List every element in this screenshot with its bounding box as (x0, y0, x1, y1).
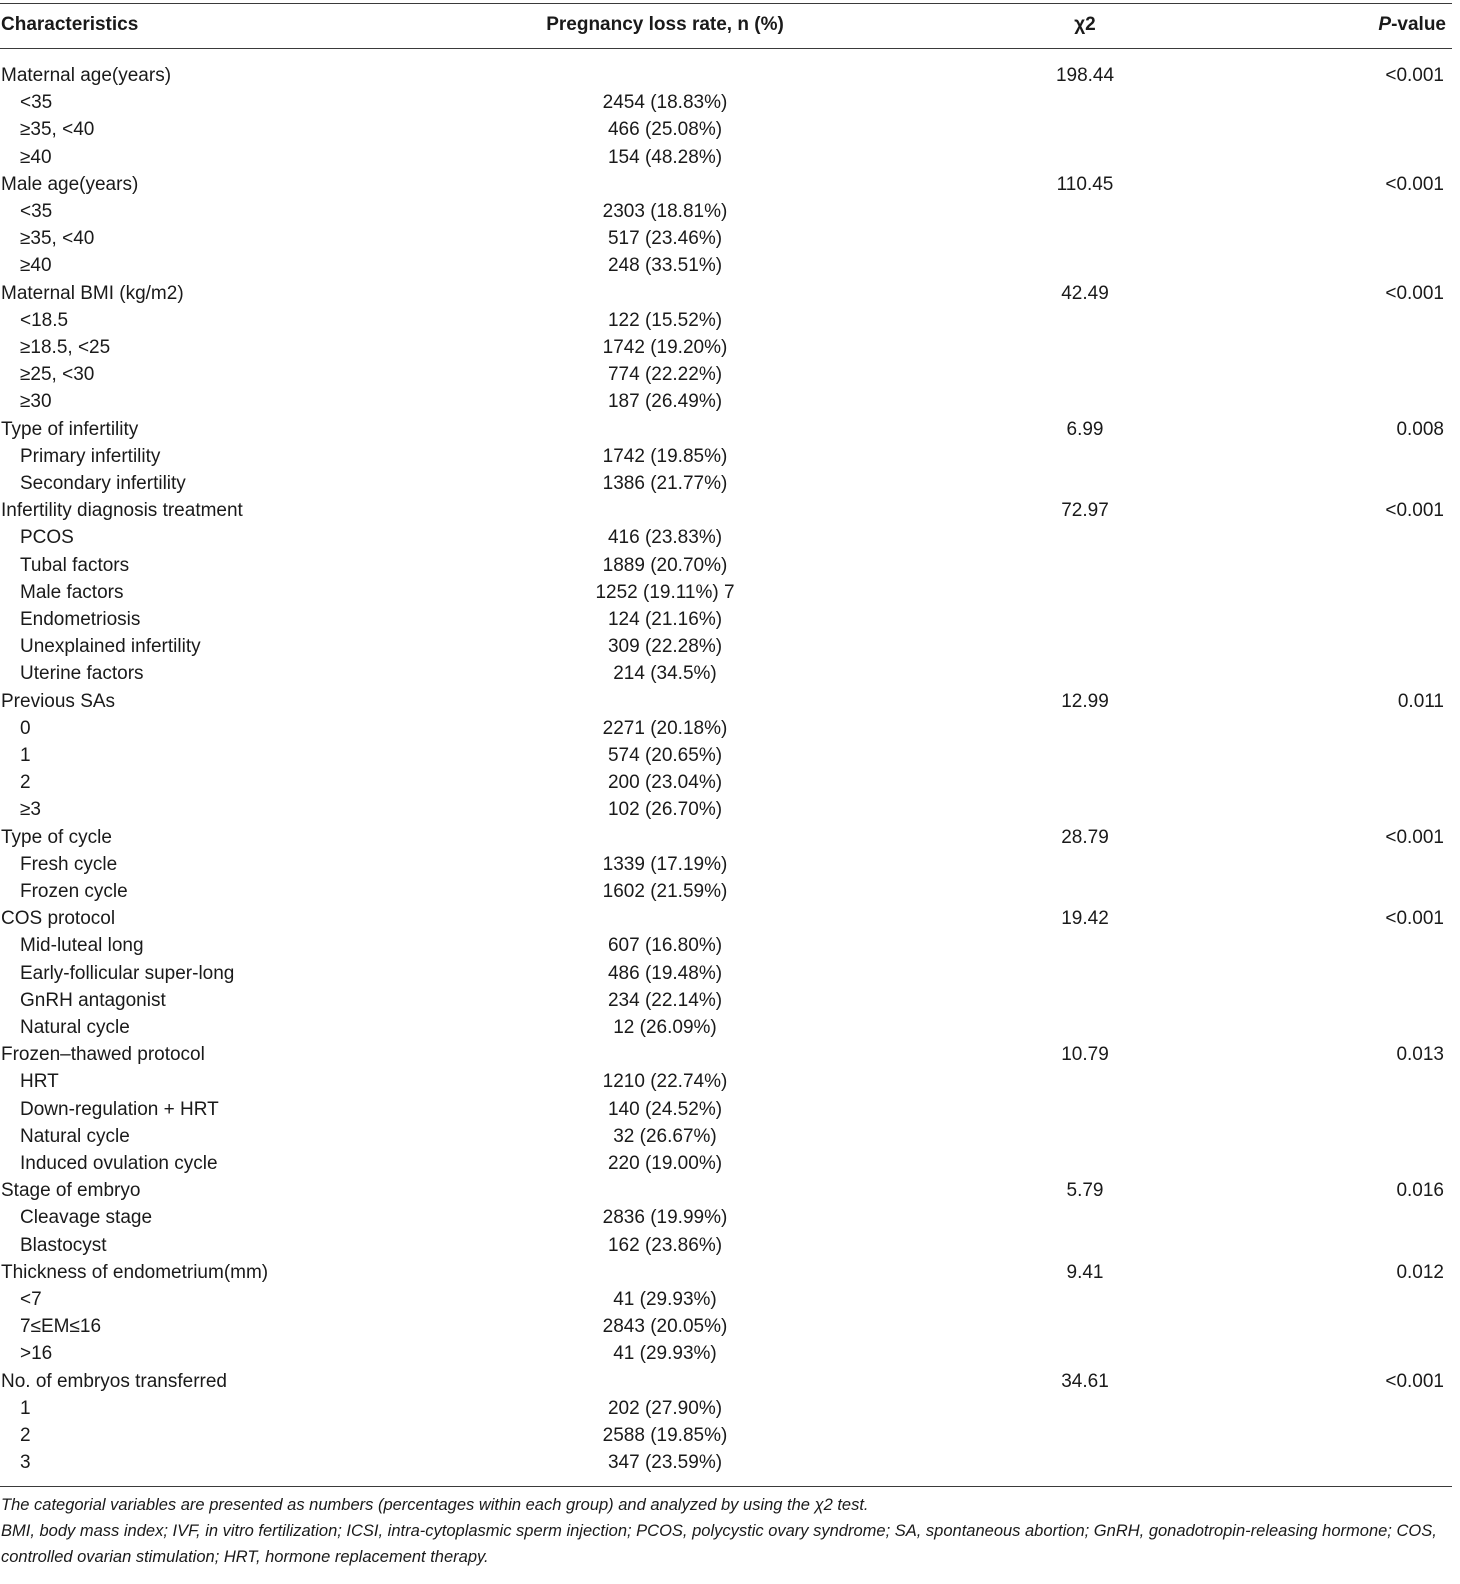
row-rate: 1742 (19.85%) (602, 445, 728, 467)
row-label: PCOS (20, 527, 74, 549)
footnote-abbreviations: BMI, body mass index; IVF, in vitro fertilization; ICSI, intra-cytoplasmic sperm injection; PCOS, polycystic ovary syndrome; SA, spontaneous abortion; GnRH, gonadotropin-releasing hormone; COS, controlled ovarian stimulation; HRT, hormone replacement therapy. (1, 1522, 1437, 1566)
row-chi2: 34.61 (1061, 1370, 1109, 1392)
row-rate: 1252 (19.11%) 7 (595, 581, 735, 603)
row-chi2: 19.42 (1061, 908, 1109, 930)
row-label: Previous SAs (1, 690, 116, 712)
row-p-value: 0.016 (1396, 1180, 1444, 1202)
row-label: Type of cycle (1, 826, 112, 848)
row-label: Endometriosis (20, 609, 141, 630)
table-row (0, 796, 1452, 823)
row-rate: 1210 (22.74%) (602, 1071, 728, 1093)
row-rate: 2303 (18.81%) (602, 201, 728, 222)
table-group-row (0, 824, 1452, 851)
row-label: Natural cycle (20, 1017, 130, 1038)
row-rate: 220 (19.00%) (607, 1153, 723, 1174)
row-p-value: <0.001 (1385, 282, 1444, 304)
row-label: GnRH antagonist (20, 989, 166, 1011)
table-row (0, 524, 1452, 551)
row-rate: 466 (25.08%) (607, 119, 723, 141)
row-p-value: 0.011 (1397, 690, 1444, 712)
table-row (0, 252, 1452, 279)
row-rate: 234 (22.14%) (607, 989, 723, 1011)
row-chi2: 5.79 (1066, 1180, 1104, 1202)
row-chi2: 10.79 (1061, 1044, 1109, 1066)
row-label: ≥40 (20, 255, 52, 277)
row-rate: 122 (15.52%) (607, 309, 723, 331)
row-rate: 1602 (21.59%) (602, 881, 728, 902)
table-row (0, 579, 1452, 606)
table-row (0, 851, 1452, 878)
table-group-row (0, 416, 1452, 443)
table-row (0, 633, 1452, 660)
table-row (0, 660, 1452, 687)
table-top-rule (0, 3, 1452, 4)
table-row (0, 361, 1452, 388)
row-rate: 2454 (18.83%) (602, 92, 728, 114)
row-label: Blastocyst (20, 1234, 107, 1256)
header-p-suffix: -value (1391, 14, 1446, 35)
row-label: Secondary infertility (20, 473, 186, 494)
table-footnotes (1, 1492, 1451, 1570)
table-row (0, 334, 1452, 361)
row-rate: 2836 (19.99%) (602, 1207, 728, 1229)
row-label: Thickness of endometrium(mm) (1, 1261, 269, 1283)
row-label: Maternal age(years) (1, 65, 172, 86)
table-row (0, 144, 1452, 171)
row-label: Cleavage stage (20, 1207, 153, 1229)
table-row (0, 116, 1452, 143)
table-row (0, 960, 1452, 987)
header-chi-square: χ2 (1074, 14, 1096, 35)
table-row (0, 1422, 1452, 1449)
table-row (0, 1313, 1452, 1340)
row-label: 0 (20, 717, 31, 739)
row-rate: 574 (20.65%) (607, 745, 723, 766)
table-row (0, 1286, 1452, 1313)
table-row (0, 987, 1452, 1014)
row-rate: 102 (26.70%) (607, 799, 723, 821)
header-characteristics: Characteristics (1, 14, 139, 35)
table-group-row (0, 171, 1452, 198)
row-label: <7 (20, 1289, 42, 1310)
row-p-value: <0.001 (1385, 826, 1444, 848)
row-label: 3 (20, 1452, 31, 1474)
row-label: Maternal BMI (kg/m2) (1, 282, 184, 304)
table-row (0, 1096, 1452, 1123)
row-label: Mid-luteal long (20, 935, 144, 957)
table-row (0, 1232, 1452, 1259)
row-label: ≥3 (20, 799, 41, 821)
row-label: Unexplained infertility (20, 636, 201, 658)
row-label: Male age(years) (1, 173, 139, 195)
row-label: <35 (20, 92, 53, 114)
row-chi2: 42.49 (1061, 282, 1109, 304)
row-p-value: <0.001 (1385, 500, 1444, 522)
row-rate: 32 (26.67%) (613, 1125, 717, 1147)
row-p-value: 0.012 (1396, 1261, 1444, 1283)
row-label: Down-regulation + HRT (20, 1098, 219, 1120)
row-label: Type of infertility (1, 418, 139, 440)
row-chi2: 12.99 (1061, 690, 1109, 712)
row-rate: 607 (16.80%) (607, 935, 723, 957)
header-pregnancy-loss-rate: Pregnancy loss rate, n (%) (546, 14, 784, 35)
row-chi2: 72.97 (1061, 500, 1109, 522)
row-label: Fresh cycle (20, 853, 118, 875)
row-rate: 214 (34.5%) (613, 663, 717, 685)
row-label: ≥35, <40 (20, 228, 95, 250)
row-label: >16 (20, 1343, 53, 1365)
table-row (0, 1150, 1452, 1177)
footnote-method: The categorial variables are presented as numbers (percentages within each group) and analyzed by using the χ2 test. (1, 1496, 869, 1514)
table-row (0, 552, 1452, 579)
table-row (0, 1068, 1452, 1095)
row-rate: 2588 (19.85%) (602, 1425, 728, 1446)
row-rate: 200 (23.04%) (607, 772, 723, 794)
row-label: 2 (20, 1425, 31, 1446)
table-row (0, 89, 1452, 116)
row-p-value: 0.013 (1396, 1044, 1444, 1066)
row-rate: 2271 (20.18%) (602, 717, 728, 739)
row-rate: 486 (19.48%) (607, 962, 723, 984)
table-group-row (0, 497, 1452, 524)
row-chi2: 9.41 (1066, 1261, 1104, 1283)
row-label: <18.5 (20, 309, 69, 331)
row-label: 2 (20, 772, 31, 794)
row-rate: 187 (26.49%) (607, 391, 723, 413)
row-rate: 517 (23.46%) (607, 228, 723, 250)
row-label: Stage of embryo (1, 1180, 141, 1202)
row-rate: 1742 (19.20%) (602, 337, 728, 358)
table-group-row (0, 62, 1452, 89)
row-rate: 41 (29.93%) (613, 1289, 717, 1310)
row-rate: 124 (21.16%) (607, 609, 723, 630)
row-rate: 12 (26.09%) (613, 1017, 717, 1038)
row-label: Infertility diagnosis treatment (1, 500, 243, 522)
table-row (0, 443, 1452, 470)
table-row (0, 715, 1452, 742)
row-label: HRT (20, 1071, 59, 1093)
row-rate: 41 (29.93%) (613, 1343, 717, 1365)
row-label: 1 (20, 1397, 31, 1419)
table-group-row (0, 1368, 1452, 1395)
table-row (0, 307, 1452, 334)
row-rate: 2843 (20.05%) (602, 1316, 728, 1338)
row-label: Uterine factors (20, 663, 144, 685)
table-group-row (0, 1177, 1452, 1204)
row-rate: 140 (24.52%) (607, 1098, 723, 1120)
table-row (0, 1395, 1452, 1422)
table-row (0, 1449, 1452, 1476)
row-rate: 774 (22.22%) (607, 364, 723, 386)
table-group-row (0, 688, 1452, 715)
table-header-rule (0, 48, 1452, 49)
row-chi2: 198.44 (1055, 65, 1115, 86)
row-rate: 162 (23.86%) (607, 1234, 723, 1256)
row-rate: 202 (27.90%) (607, 1397, 723, 1419)
table-row (0, 1204, 1452, 1231)
row-label: Early-follicular super-long (20, 962, 235, 984)
row-label: Primary infertility (20, 445, 161, 467)
row-label: Frozen–thawed protocol (1, 1044, 205, 1066)
table-row (0, 388, 1452, 415)
header-p-italic: P (1378, 14, 1392, 35)
row-label: Frozen cycle (20, 881, 128, 902)
row-rate: 1889 (20.70%) (602, 554, 728, 576)
table-row (0, 769, 1452, 796)
row-label: ≥35, <40 (20, 119, 95, 141)
row-label: ≥40 (20, 146, 52, 168)
table-row (0, 606, 1452, 633)
row-label: Male factors (20, 581, 124, 603)
row-label: ≥30 (20, 391, 52, 413)
row-label: Natural cycle (20, 1125, 130, 1147)
row-label: No. of embryos transferred (1, 1370, 227, 1392)
table-row (0, 225, 1452, 252)
row-label: COS protocol (1, 908, 116, 930)
row-rate: 248 (33.51%) (607, 255, 723, 277)
row-rate: 1339 (17.19%) (602, 853, 728, 875)
row-p-value: 0.008 (1396, 418, 1444, 440)
table-row (0, 1340, 1452, 1367)
row-p-value: <0.001 (1385, 65, 1444, 86)
row-rate: 309 (22.28%) (607, 636, 723, 658)
row-label: Induced ovulation cycle (20, 1153, 218, 1174)
row-label: 1 (20, 745, 31, 766)
table-row (0, 1014, 1452, 1041)
row-label: 7≤EM≤16 (20, 1316, 102, 1338)
row-p-value: <0.001 (1385, 173, 1444, 195)
row-chi2: 110.45 (1056, 173, 1114, 195)
row-rate: 1386 (21.77%) (602, 473, 728, 494)
table-row (0, 878, 1452, 905)
table-row (0, 1123, 1452, 1150)
table-header-row (0, 10, 1452, 40)
row-p-value: <0.001 (1385, 908, 1444, 930)
table-row (0, 198, 1452, 225)
row-label: ≥25, <30 (20, 364, 95, 386)
table-row (0, 470, 1452, 497)
table-group-row (0, 1259, 1452, 1286)
table-group-row (0, 905, 1452, 932)
table-group-row (0, 1041, 1452, 1068)
row-rate: 416 (23.83%) (607, 527, 723, 549)
row-label: Tubal factors (20, 554, 130, 576)
row-chi2: 6.99 (1066, 418, 1104, 440)
row-chi2: 28.79 (1061, 826, 1109, 848)
row-label: <35 (20, 201, 53, 222)
row-label: ≥18.5, <25 (20, 337, 111, 358)
table-row (0, 742, 1452, 769)
row-rate: 154 (48.28%) (607, 146, 723, 168)
header-p-value (1378, 10, 1446, 40)
row-rate: 347 (23.59%) (607, 1452, 723, 1474)
table-group-row (0, 280, 1452, 307)
table-bottom-rule (0, 1486, 1452, 1487)
table-row (0, 932, 1452, 959)
row-p-value: <0.001 (1385, 1370, 1444, 1392)
